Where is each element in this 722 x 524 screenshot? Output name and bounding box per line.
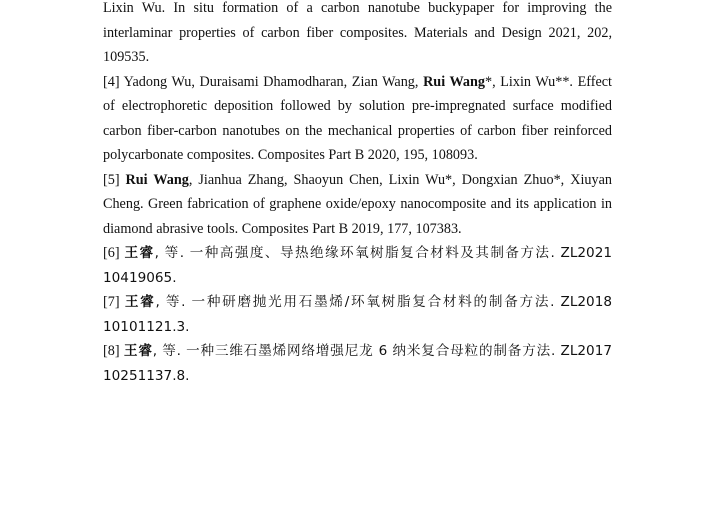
- reference-item-4: [103, 70, 612, 168]
- reference-item-8: [103, 339, 612, 388]
- author-highlight: Rui Wang: [423, 73, 485, 90]
- reference-text: [7]: [103, 294, 125, 310]
- reference-item-3-continued: [103, 0, 612, 70]
- author-highlight: 王睿: [123, 343, 153, 359]
- author-highlight: Rui Wang: [125, 171, 189, 188]
- reference-text: Lixin Wu. In situ formation of a carbon nanotube buckypaper for improving the interlaminar properties of carbon fiber composites. Materials and Design 2021, 202, 109535.: [103, 0, 612, 65]
- reference-text: [6]: [103, 245, 125, 261]
- author-highlight: 王睿: [124, 294, 156, 310]
- reference-text: [5]: [103, 171, 126, 188]
- reference-text: , 等. 一种三维石墨烯网络增强尼龙 6 纳米复合母粒的制备方法. ZL2017 10251137.8.: [103, 343, 613, 384]
- reference-item-6: [103, 241, 612, 290]
- reference-list: [103, 0, 612, 388]
- reference-text: [4] Yadong Wu, Duraisami Dhamodharan, Zian Wang,: [103, 73, 424, 90]
- reference-item-5: [103, 168, 612, 242]
- reference-text: , 等. 一种研磨抛光用石墨烯/环氧树脂复合材料的制备方法. ZL2018 10101121.3.: [103, 294, 612, 335]
- reference-text: , 等. 一种高强度、导热绝缘环氧树脂复合材料及其制备方法. ZL2021 10419065.: [103, 245, 613, 286]
- author-highlight: 王睿: [124, 245, 155, 261]
- reference-text: [8]: [103, 343, 124, 359]
- reference-text: , Jianhua Zhang, Shaoyun Chen, Lixin Wu*, Dongxian Zhuo*, Xiuyan Cheng. Green fabrication of graphene oxide/epoxy nanocomposite and its application in diamond abrasive tools. Composites Part B 2019, 177, 107383.: [103, 171, 612, 237]
- reference-text: *, Lixin Wu**. Effect of electrophoretic deposition followed by solution pre-impregnated surface modified carbon fiber-carbon nanotubes on the mechanical properties of carbon fiber reinforced polycarbonate composites. Composites Part B 2020, 195, 108093.: [103, 73, 612, 163]
- reference-item-7: [103, 290, 612, 339]
